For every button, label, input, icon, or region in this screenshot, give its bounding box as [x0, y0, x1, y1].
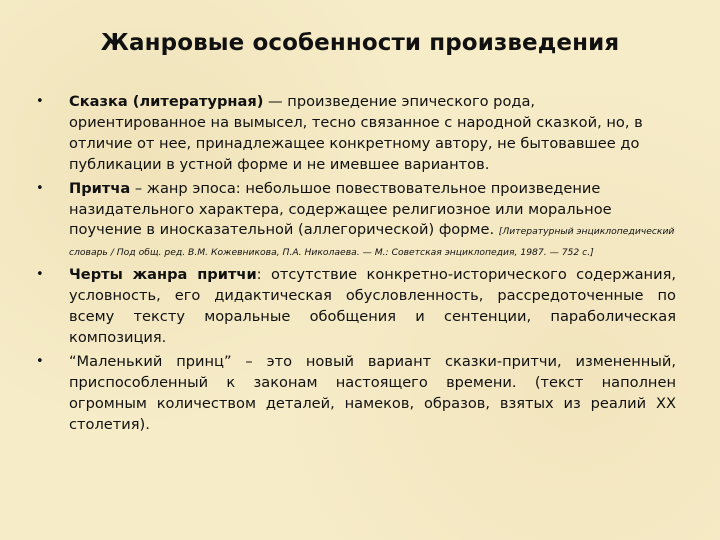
bullet-term: Черты жанра притчи: [69, 266, 257, 284]
slide-title: Жанровые особенности произведения: [100, 30, 620, 56]
bullet-text: — произведение эпического рода, ориентированное на вымысел, тесно связанное с народной сказкой, но, в отличие от нее, принадлежащее конкретному автору, не бытовавшее до публикации в устной форме и не имевшее вариантов.: [69, 93, 643, 173]
bullet-dot-icon: •: [36, 267, 44, 283]
bullet-item-skazka: [36, 92, 676, 176]
bullet-text: : отсутствие конкретно-исторического содержания, условность, его дидактическая обусловленность, рассредоточенные по всему тексту моральные обобщения и сентенции, параболическая композиция.: [69, 266, 676, 347]
bullet-item-pritcha: [36, 179, 676, 263]
bullet-term: Притча: [69, 179, 131, 197]
bullet-text: “Маленький принц” – это новый вариант сказки-притчи, измененный, приспособленный к законам настоящего времени. (текст наполнен огромным количеством деталей, намеков, образов, взятых из реалий XX столетия).: [69, 353, 676, 433]
bullet-dot-icon: •: [36, 180, 44, 196]
bullet-text: – жанр эпоса: небольшое повествовательное произведение назидательного характера, содержащее религиозное или моральное поучение в иносказательной (аллегорической) форме.: [69, 179, 612, 239]
bullet-dot-icon: •: [36, 94, 44, 109]
bullet-dot-icon: •: [36, 354, 44, 370]
bullet-list: [36, 92, 676, 439]
bullet-term: Сказка (литературная): [69, 93, 264, 110]
bullet-item-malenkiy-princ: [36, 352, 676, 436]
bullet-item-cherty: [36, 265, 676, 349]
citation: [Литературный энциклопедический словарь / Под общ. ред. В.М. Кожевникова, П.А. Николаева. — М.: Советская энциклопедия, 1987. — 752 с.]: [69, 226, 675, 259]
